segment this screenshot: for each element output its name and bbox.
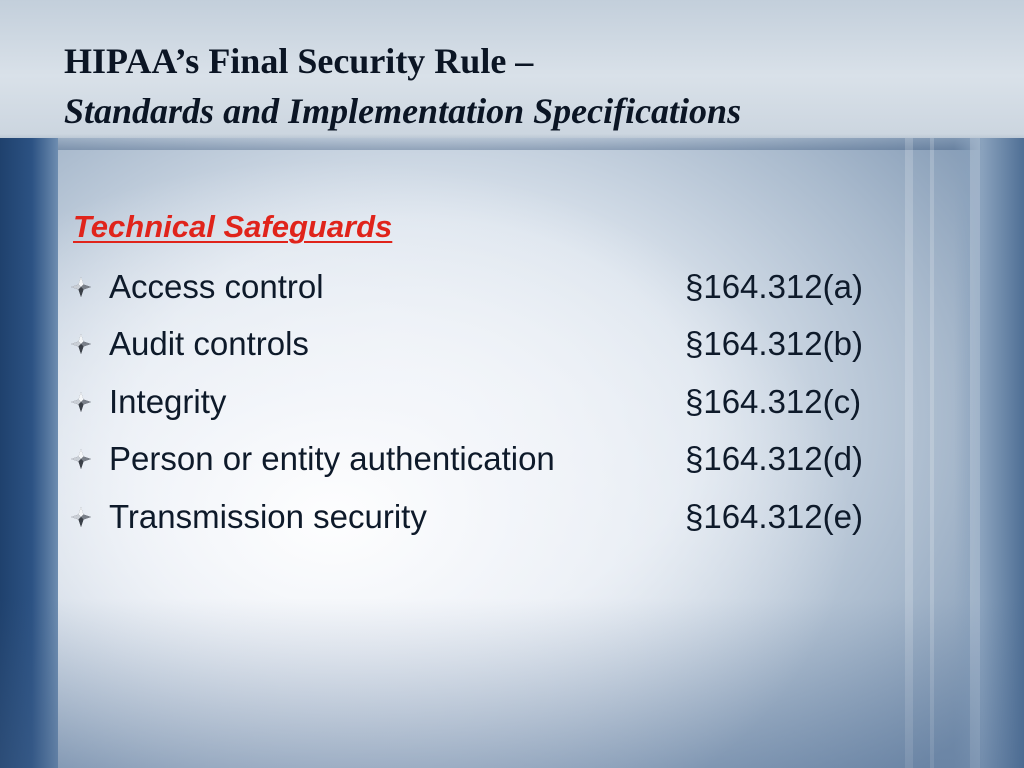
safeguard-label: Transmission security bbox=[109, 497, 427, 535]
four-point-star-bullet-icon bbox=[70, 276, 92, 298]
bottom-shade bbox=[0, 598, 1024, 768]
safeguard-item bbox=[70, 319, 890, 376]
safeguard-citation: §164.312(c) bbox=[685, 382, 862, 420]
safeguard-label: Audit controls bbox=[109, 325, 309, 363]
safeguard-citation: §164.312(b) bbox=[685, 325, 863, 363]
four-point-star-bullet-icon bbox=[70, 333, 92, 355]
safeguard-label: Person or entity authentication bbox=[109, 440, 555, 478]
four-point-star-bullet-icon bbox=[70, 391, 92, 413]
safeguard-item bbox=[70, 377, 890, 434]
safeguard-label: Access control bbox=[109, 268, 324, 305]
title-band-shadow bbox=[0, 134, 1024, 150]
title-line-2: Standards and Implementation Specifications bbox=[64, 91, 742, 131]
four-point-star-bullet-icon bbox=[70, 506, 92, 528]
section-heading: Technical Safeguards bbox=[73, 209, 393, 244]
slide-title bbox=[64, 36, 741, 136]
safeguard-citation: §164.312(d) bbox=[685, 440, 863, 478]
safeguard-item bbox=[70, 262, 890, 319]
title-line-1: HIPAA’s Final Security Rule – bbox=[64, 41, 534, 81]
safeguard-label: Integrity bbox=[109, 382, 227, 420]
four-point-star-bullet-icon bbox=[70, 448, 92, 470]
safeguard-item bbox=[70, 434, 890, 491]
safeguard-citation: §164.312(a) bbox=[685, 268, 863, 305]
safeguard-list bbox=[70, 262, 890, 549]
safeguard-item bbox=[70, 492, 890, 549]
safeguard-citation: §164.312(e) bbox=[685, 497, 863, 535]
